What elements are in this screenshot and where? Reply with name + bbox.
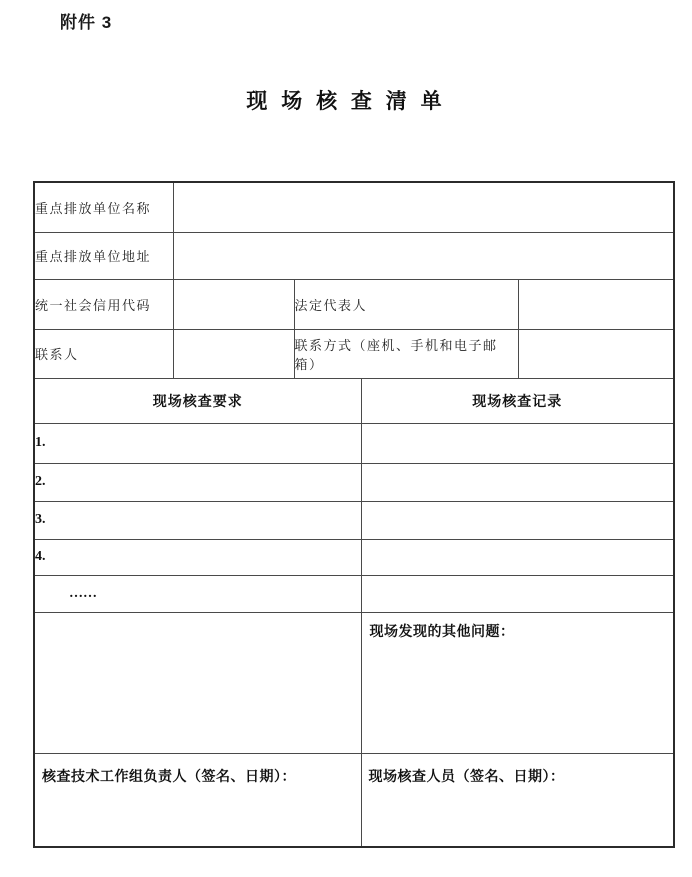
credit-code-label: 统一社会信用代码 (34, 279, 173, 329)
check-records-header: 现场核查记录 (361, 378, 674, 423)
page-title: 现 场 核 查 清 单 (246, 90, 446, 113)
onsite-staff-signature-label: 现场核查人员（签名、日期）： (361, 753, 674, 847)
requirement-item-1: 1. (34, 423, 361, 463)
attachment-label: 附件 3 (60, 13, 113, 32)
other-issues-label: 现场发现的其他问题： (361, 612, 674, 753)
contact-info-value-cell (518, 329, 674, 378)
record-cell-2 (361, 463, 674, 501)
requirement-item-ellipsis: …… (34, 575, 361, 612)
requirement-item-4: 4. (34, 539, 361, 575)
record-cell-1 (361, 423, 674, 463)
unit-name-label: 重点排放单位名称 (34, 182, 173, 232)
table-row (34, 539, 674, 575)
requirement-item-2: 2. (34, 463, 361, 501)
other-issues-left-cell (34, 612, 361, 753)
table-row (34, 753, 674, 847)
credit-code-value-cell (173, 279, 294, 329)
unit-address-value-cell (173, 232, 674, 279)
contact-label: 联系人 (34, 329, 173, 378)
record-cell-ellipsis (361, 575, 674, 612)
requirement-item-3: 3. (34, 501, 361, 539)
record-cell-4 (361, 539, 674, 575)
contact-info-label: 联系方式（座机、手机和电子邮箱） (294, 329, 518, 378)
checklist-table (33, 181, 675, 848)
record-cell-3 (361, 501, 674, 539)
table-row (34, 575, 674, 612)
table-row (34, 501, 674, 539)
contact-value-cell (173, 329, 294, 378)
unit-address-label: 重点排放单位地址 (34, 232, 173, 279)
table-row (34, 463, 674, 501)
table-row (34, 279, 674, 329)
tech-leader-signature-label: 核查技术工作组负责人（签名、日期）： (34, 753, 361, 847)
unit-name-value-cell (173, 182, 674, 232)
legal-rep-value-cell (518, 279, 674, 329)
check-requirements-header: 现场核查要求 (34, 378, 361, 423)
table-row (34, 329, 674, 378)
legal-rep-label: 法定代表人 (294, 279, 518, 329)
table-row (34, 232, 674, 279)
table-row (34, 423, 674, 463)
table-row (34, 182, 674, 232)
table-row (34, 612, 674, 753)
table-header-row (34, 378, 674, 423)
